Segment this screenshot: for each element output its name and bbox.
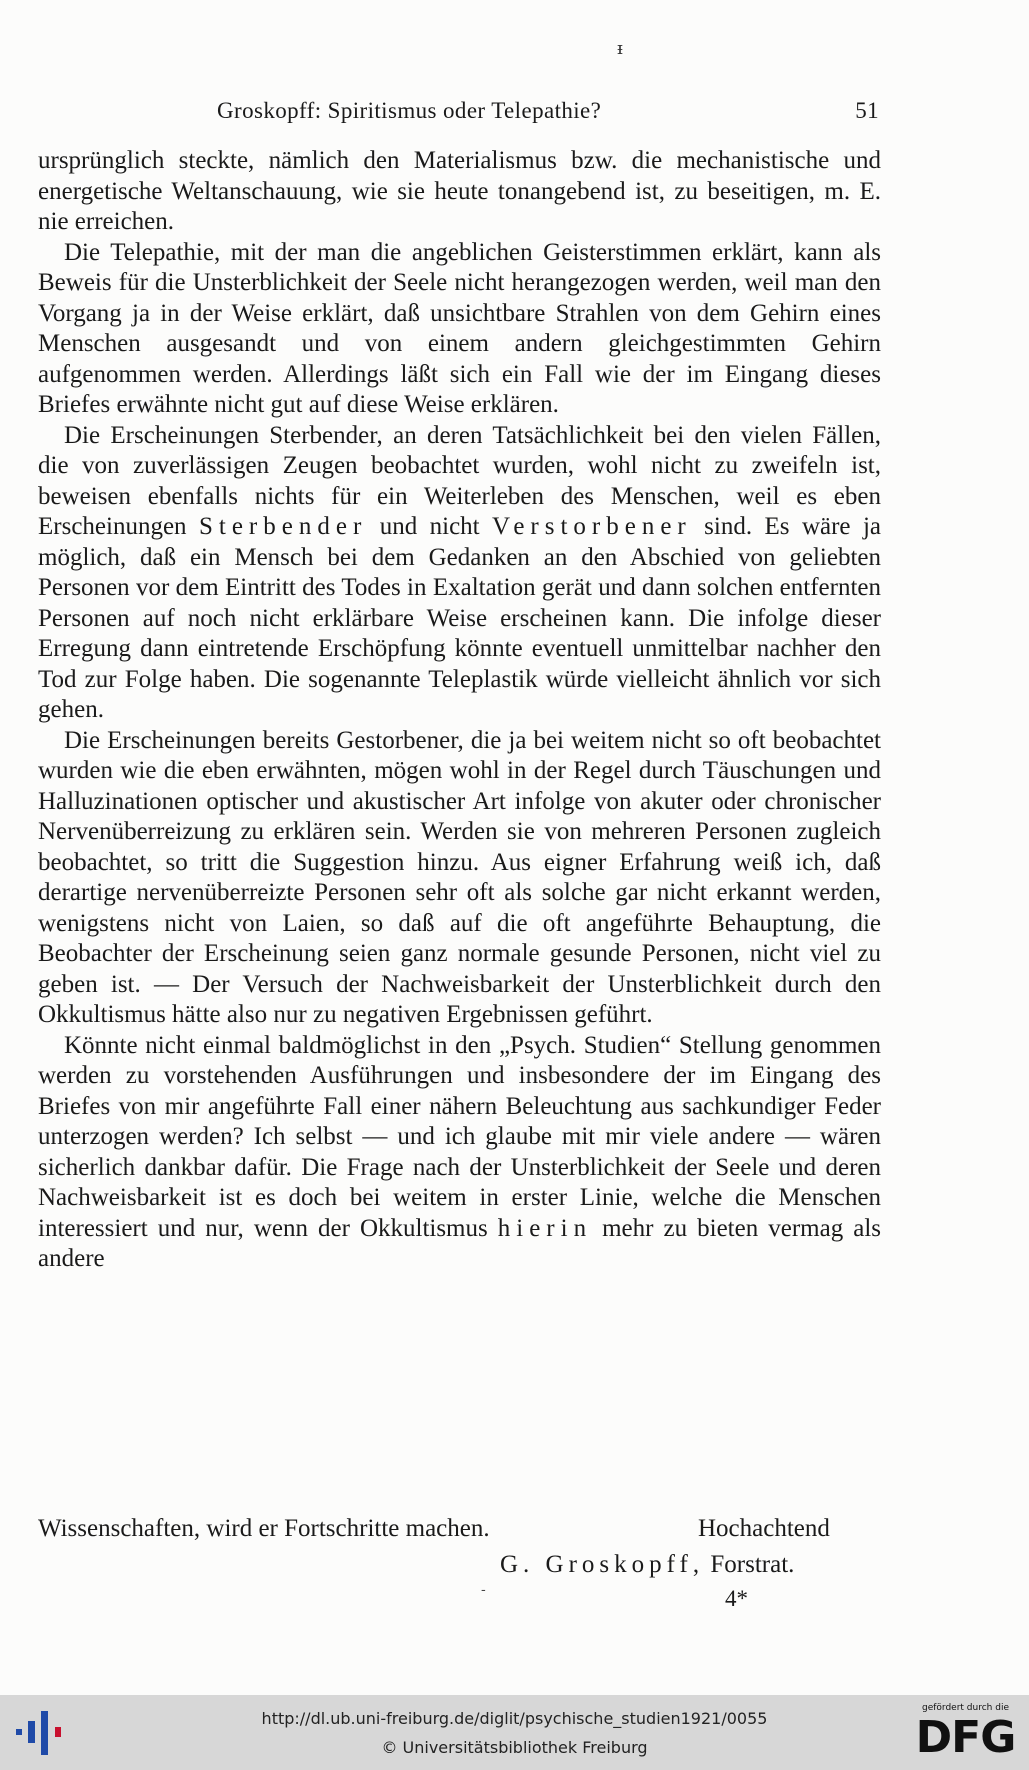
paragraph-5-text-a: Könnte nicht einmal baldmöglichst in den „Psych. Studien“ Stellung genommen werden zu vorstehenden Ausführungen und insbesondere der im Eingang des Briefes von mir angeführte Fall einer nähern Beleuchtung aus sachkundiger Feder unterzogen werden? Ich selbst — und ich glaube mit mir viele andere — wären sicherlich dankbar dafür. Die Frage nach der Unsterblichkeit der Seele und deren Nachweisbarkeit ist es doch bei weitem in erster Linie, welche die Menschen interessiert und nur, wenn der Okkultismus	[38, 1031, 881, 1242]
running-title: Groskopff: Spiritismus oder Telepathie?	[217, 98, 602, 123]
page-number: 51	[855, 98, 879, 123]
footer-bar	[0, 1695, 1029, 1770]
page-header	[217, 94, 879, 126]
dfg-logo	[908, 1703, 1023, 1765]
paragraph-2: Die Telepathie, mit der man die angeblichen Geisterstimmen erklärt, kann als Beweis für die Unsterblichkeit der Seele nicht herangezogen werden, weil man den Vorgang ja in der Weise erklärt, daß unsichtbare Strahlen von dem Gehirn eines Menschen ausgesandt und von einem andern gleichgestimmten Gehirn aufgenommen werden. Allerdings läßt sich ein Fall wie der im Eingang dieses Briefes erwähnte nicht gut auf diese Weise erklären.	[38, 238, 881, 418]
closing-block	[38, 1514, 881, 1578]
spaced-word-sterbender: Sterbender	[198, 513, 368, 540]
paragraph-3	[38, 421, 881, 726]
paragraph-5	[38, 1031, 881, 1275]
paragraph-1: ursprünglich steckte, nämlich den Materialismus bzw. die mechanistische und energetische Weltanschauung, wie sie heute tonangebend ist, zu beseitigen, m. E. nie erreichen.	[38, 147, 881, 235]
paragraph-3-text-b: und nicht	[367, 513, 493, 540]
paragraph-3-text-c: sind. Es wäre ja möglich, daß ein Mensch bei dem Gedanken an den Abschied von geliebten Personen vor dem Eintritt des Todes in Exaltation gerät und dann solchen entfernten Personen auf noch nicht erklärbare Weise erscheinen kann. Die infolge dieser Erregung dann eintretende Erschöpfung könnte eventuell unmittelbar nachher den Tod zur Folge haben. Die sogenannte Teleplastik würde vielleicht ähnlich vor sich gehen.	[38, 513, 881, 723]
closing-line: Wissenschaften, wird er Fortschritte machen.	[38, 1515, 490, 1542]
copyright-notice: © Universitätsbibliothek Freiburg	[381, 1738, 648, 1757]
body-text	[38, 146, 881, 1275]
dfg-caption: gefördert durch die	[922, 1703, 1009, 1713]
paragraph-4: Die Erscheinungen bereits Gestorbener, die ja bei weitem nicht so oft beobachtet wurden wie die eben erwähnten, mögen wohl in der Regel durch Täuschungen und Halluzinationen optischer und akustischer Art infolge von akuter oder chronischer Nervenüberreizung zu erklären sein. Werden sie von mehreren Personen zugleich beobachtet, so tritt die Suggestion hinzu. Aus eigner Erfahrung weiß ich, daß derartige nervenüberreizte Personen sehr oft als solche gar nicht erkannt werden, wenigstens nicht von Laien, so daß auf die oft angeführte Behauptung, die Beobachter der Erscheinung seien ganz normale gesunde Personen, nicht viel zu geben ist. — Der Versuch der Nachweisbarkeit der Unsterblichkeit durch den Okkultismus hätte also nur zu negativen Ergebnissen geführt.	[38, 726, 881, 1028]
spaced-word-verstorbener: Verstorbener	[492, 513, 692, 540]
paragraph-3-text-a: Die Erscheinungen Sterbender, an deren Tatsächlichkeit bei den vielen Fällen, die von zuverlässigen Zeugen beobachtet wurden, wohl nicht zu zweifeln ist, beweisen ebenfalls nichts für ein Weiterleben des Menschen, weil es eben Erscheinungen	[38, 421, 881, 540]
dash-mark: -	[481, 1582, 486, 1598]
signature-title: Forstrat.	[704, 1551, 795, 1578]
permalink-link[interactable]: http://dl.ub.uni-freiburg.de/diglit/psychische_studien1921/0055	[261, 1709, 768, 1728]
salutation: Hochachtend	[698, 1515, 830, 1542]
dfg-logo-text: DFG	[915, 1712, 1016, 1763]
signature-name: G. Groskopff,	[500, 1551, 705, 1578]
printer-mark: ᵻ	[617, 38, 623, 59]
sheet-signature: 4*	[725, 1586, 748, 1611]
spaced-word-hierin: hierin	[497, 1214, 593, 1242]
signature	[500, 1550, 794, 1581]
paragraph-5-text-b: mehr zu bieten vermag als andere	[38, 1214, 881, 1272]
